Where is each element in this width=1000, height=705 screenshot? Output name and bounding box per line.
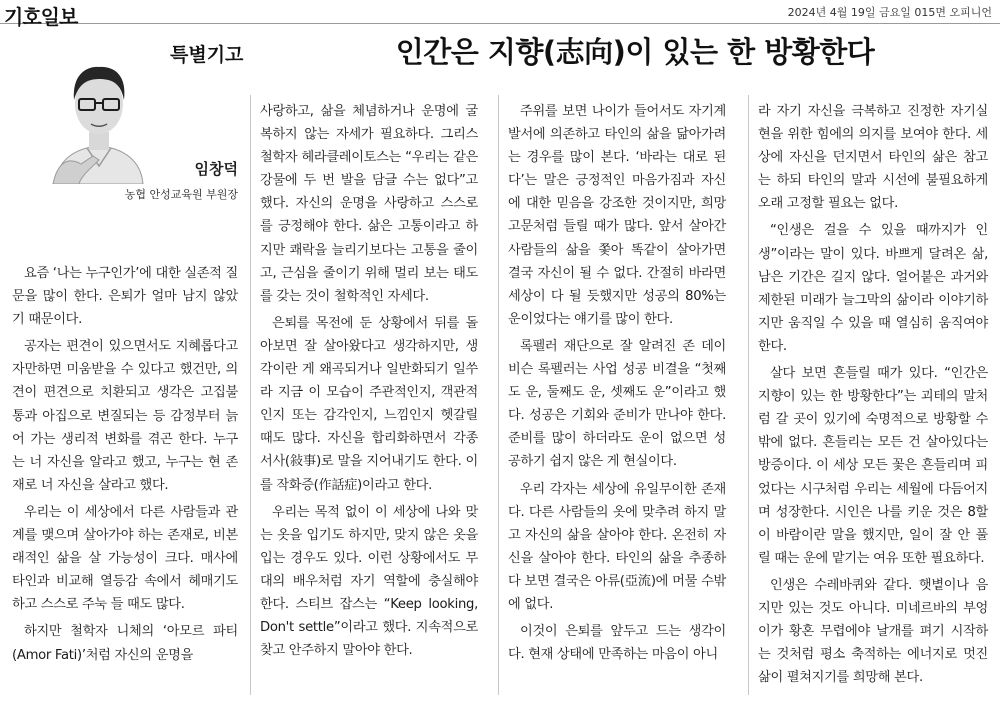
paragraph: 살다 보면 흔들릴 때가 있다. “인간은 지향이 있는 한 방황한다”는 괴테의 말처럼 갈 곳이 있기에 숙명적으로 방황할 수밖에 없다. 흔들리는 모든 건 살아있다는 방증이다. 이 세상 모든 꽃은 흔들리며 피었다는 시구처럼 우리는 세월에 다듬어지며 성장한다. 시인은 나를 키운 것은 8할이 바람이란 말을 했지만, 일이 잘 안 풀릴 때는 운에 맡기는 여유 또한 필요하다.	[758, 366, 988, 566]
column-divider	[498, 95, 499, 695]
column-3	[508, 100, 726, 670]
paragraph: 주위를 보면 나이가 들어서도 자기계발서에 의존하고 타인의 삶을 닮아가려는 경우를 많이 본다. ‘바라는 대로 된다’는 말은 긍정적인 마음가짐과 자신에 대한 믿음을 강조한 것이지만, 희망고문처럼 들릴 때가 많다. 앞서 살아간 사람들의 삶을 쫓아 똑같이 살아가면 결국 자신이 될 수 없다. 간절히 바라면 세상이 다 될 듯했지만 성공의 80%는 운이었다는 얘기를 많이 한다.	[508, 104, 726, 327]
newspaper-name: 기호일보	[4, 5, 78, 29]
author-portrait	[35, 52, 163, 184]
paragraph: 록펠러 재단으로 잘 알려진 존 데이비슨 록펠러는 사업 성공 비결을 “첫째도 운, 둘째도 운, 셋째도 운”이라고 했다. 성공은 기회와 준비가 만나야 한다. 준비를 많이 하더라도 운이 없으면 성공하기 쉽지 않은 게 현실이다.	[508, 338, 726, 470]
column-divider	[748, 95, 749, 695]
column-4	[758, 100, 988, 693]
masthead	[0, 0, 1000, 29]
paragraph: 인생은 수레바퀴와 같다. 햇볕이나 음지만 있는 것도 아니다. 미네르바의 부엉이가 황혼 무렵에야 날개를 펴기 시작하는 것처럼 평소 축적하는 에너지로 멋진 삶이 펼쳐지기를 희망해 본다.	[758, 577, 988, 686]
paragraph: 우리 각자는 세상에 유일무이한 존재다. 다른 사람들의 옷에 맞추려 하지 말고 자신의 삶을 살아야 한다. 온전히 자신을 살아야 한다. 타인의 삶을 추종하다 보면 결국은 아류(亞流)에 머물 수밖에 없다.	[508, 481, 726, 612]
paragraph: 은퇴를 목전에 둔 상황에서 뒤를 돌아보면 잘 살아왔다고 생각하지만, 생각이란 게 왜곡되거나 일반화되기 일쑤라 지금 이 모습이 주관적인지, 객관적인지 또는 감각인지, 느낌인지 헷갈릴 때도 많다. 자신을 합리화하면서 각종 서사(敍事)로 말을 지어내기도 한다. 이를 작화증(作話症)이라고 한다.	[260, 315, 478, 493]
paragraph: 우리는 이 세상에서 다른 사람들과 관계를 맺으며 살아가야 하는 존재로, 비본래적인 삶을 살 가능성이 크다. 매사에 타인과 비교해 열등감 속에서 헤매기도 하고 스스로 주눅 들 때도 많다.	[12, 504, 238, 613]
headline: 인간은 지향(志向)이 있는 한 방황한다	[395, 35, 875, 69]
paragraph: 우리는 목적 없이 이 세상에 나와 맞는 옷을 입기도 하지만, 맞지 않은 옷을 입는 경우도 있다. 이런 상황에서도 무대의 배우처럼 자기 역할에 충실해야 한다. 스티브 잡스는 “Keep looking, Don't settle”이라고 했다. 지속적으로 찾고 안주하지 말아야 한다.	[260, 504, 478, 659]
issue-info: 2024년 4월 19일 금요일 015면 오피니언	[787, 6, 992, 19]
column-2	[260, 100, 478, 666]
author-title: 농협 안성교육원 부원장	[124, 188, 238, 201]
paragraph: 사랑하고, 삶을 체념하거나 운명에 굴복하지 않는 자세가 필요하다. 그리스 철학자 헤라클레이토스는 “우리는 같은 강물에 두 번 발을 담글 수는 없다”고 했다. 자신의 운명을 사랑하고 스스로를 긍정해야 한다. 삶은 고통이라고 하지만 쾌락을 늘리기보다는 고통을 줄이고, 근심을 줄이기 위해 멀리 보는 태도를 갖는 것이 철학적인 자세다.	[260, 104, 478, 304]
paragraph: 라 자기 자신을 극복하고 진정한 자기실현을 위한 힘에의 의지를 보여야 한다. 세상에 자신을 던지면서 타인의 삶은 참고는 하되 타인의 말과 시선에 불필요하게 오래 고정할 필요는 없다.	[758, 104, 988, 212]
column-1	[12, 262, 238, 671]
section-label: 특별기고	[170, 44, 244, 66]
paragraph: 하지만 철학자 니체의 ‘아모르 파티(Amor Fati)’처럼 자신의 운명을	[12, 624, 238, 663]
paragraph: 요즘 ‘나는 누구인가’에 대한 실존적 질문을 많이 한다. 은퇴가 얼마 남지 않았기 때문이다.	[12, 266, 238, 328]
author-name: 임창덕	[194, 160, 238, 178]
paragraph: “인생은 걸을 수 있을 때까지가 인생”이라는 말이 있다. 바쁘게 달려온 삶, 남은 기간은 길지 않다. 얼어붙은 과거와 제한된 미래가 늘그막의 삶이라 이야기하지만 움직일 수 있을 때 열심히 움직여야 한다.	[758, 223, 988, 354]
paragraph: 공자는 편견이 있으면서도 지혜롭다고 자만하면 미움받을 수 있다고 했건만, 의견이 편견으로 치환되고 생각은 고집불통과 아집으로 변질되는 등 감정부터 늙어 가는 생리적 변화를 겪곤 한다. 누구는 너 자신을 알라고 했고, 누구는 현 존재로 너 자신을 살라고 했다.	[12, 339, 238, 493]
column-divider	[250, 95, 251, 695]
paragraph: 이것이 은퇴를 앞두고 드는 생각이다. 현재 상태에 만족하는 마음이 아니	[508, 624, 726, 663]
